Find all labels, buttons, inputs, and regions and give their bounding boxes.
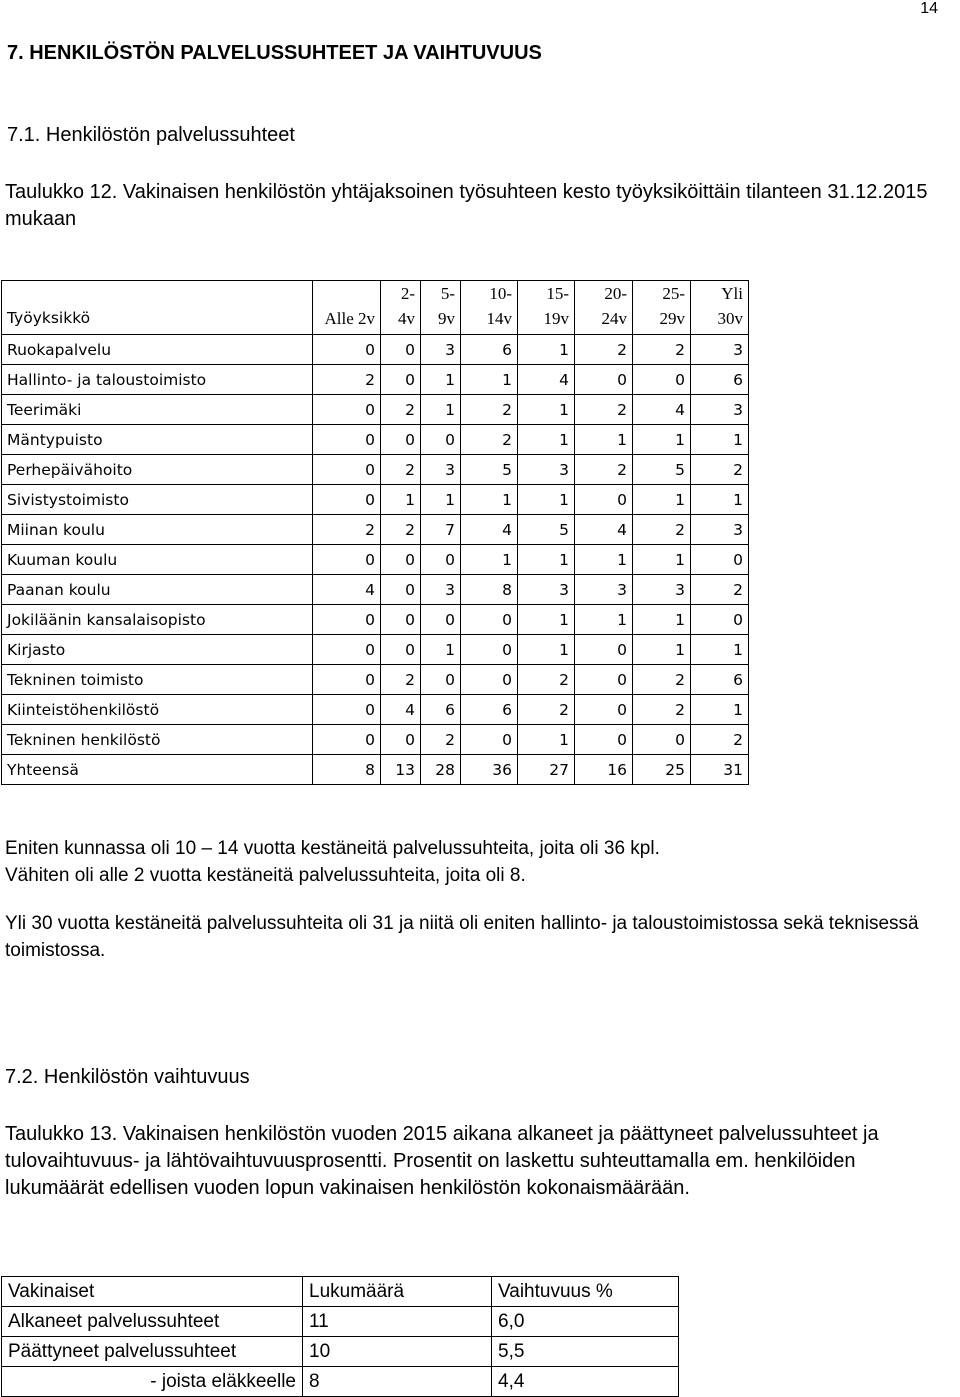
value-cell: 3 bbox=[575, 575, 633, 605]
value-cell: 1 bbox=[691, 695, 749, 725]
value-cell: 0 bbox=[421, 545, 461, 575]
value-cell: 0 bbox=[461, 665, 518, 695]
table12-row bbox=[2, 635, 749, 665]
table12-header-cell bbox=[381, 281, 421, 335]
value-cell: 4 bbox=[633, 395, 691, 425]
value-cell: 0 bbox=[381, 545, 421, 575]
value-cell: 2 bbox=[313, 365, 381, 395]
table12-header-cell bbox=[575, 281, 633, 335]
value-cell: 1 bbox=[421, 395, 461, 425]
value-cell: 2 bbox=[633, 695, 691, 725]
value-cell: 0 bbox=[381, 335, 421, 365]
value-cell: 3 bbox=[518, 575, 575, 605]
value-cell: 0 bbox=[381, 725, 421, 755]
work-unit-cell: Tekninen toimisto bbox=[2, 665, 313, 695]
table13-rate-cell: 6,0 bbox=[492, 1307, 679, 1337]
table12-header-cell bbox=[461, 281, 518, 335]
value-cell: 0 bbox=[381, 635, 421, 665]
header-line1: 20- bbox=[604, 284, 627, 303]
value-cell: 0 bbox=[575, 665, 633, 695]
table13-row bbox=[2, 1307, 679, 1337]
value-cell: 1 bbox=[575, 425, 633, 455]
value-cell: 4 bbox=[381, 695, 421, 725]
value-cell: 2 bbox=[381, 455, 421, 485]
value-cell: 1 bbox=[461, 545, 518, 575]
table13 bbox=[1, 1276, 679, 1397]
table13-label-cell: Vakinaiset bbox=[2, 1277, 303, 1307]
value-cell: 6 bbox=[691, 665, 749, 695]
work-unit-cell: Hallinto- ja taloustoimisto bbox=[2, 365, 313, 395]
value-cell: 0 bbox=[313, 545, 381, 575]
value-cell: 3 bbox=[691, 335, 749, 365]
value-cell: 0 bbox=[575, 695, 633, 725]
paragraph1-line2: Vähiten oli alle 2 vuotta kestäneitä palvelussuhteita, joita oli 8. bbox=[5, 865, 526, 886]
value-cell: 0 bbox=[421, 425, 461, 455]
work-unit-cell: Paanan koulu bbox=[2, 575, 313, 605]
section-heading-7-1: 7.1. Henkilöstön palvelussuhteet bbox=[7, 124, 295, 146]
table13-rate-cell: Vaihtuvuus % bbox=[492, 1277, 679, 1307]
table12-row bbox=[2, 665, 749, 695]
value-cell: 1 bbox=[421, 485, 461, 515]
value-cell: 5 bbox=[518, 515, 575, 545]
value-cell: 2 bbox=[691, 455, 749, 485]
paragraph-over-30: Yli 30 vuotta kestäneitä palvelussuhteita oli 31 ja niitä oli eniten hallinto- ja taloustoimistossa sekä teknisessä toimistossa. bbox=[5, 913, 919, 961]
value-cell: 3 bbox=[421, 335, 461, 365]
value-cell: 0 bbox=[575, 365, 633, 395]
value-cell: 1 bbox=[575, 545, 633, 575]
work-unit-cell: Mäntypuisto bbox=[2, 425, 313, 455]
value-cell: 0 bbox=[575, 485, 633, 515]
work-unit-cell: Perhepäivähoito bbox=[2, 455, 313, 485]
table12-row bbox=[2, 605, 749, 635]
value-cell: 6 bbox=[421, 695, 461, 725]
value-cell: 2 bbox=[461, 425, 518, 455]
value-cell: 2 bbox=[691, 725, 749, 755]
work-unit-cell: Kuuman koulu bbox=[2, 545, 313, 575]
value-cell: 6 bbox=[461, 695, 518, 725]
work-unit-cell: Ruokapalvelu bbox=[2, 335, 313, 365]
work-unit-cell: Kirjasto bbox=[2, 635, 313, 665]
value-cell: 2 bbox=[575, 335, 633, 365]
value-cell: 1 bbox=[691, 485, 749, 515]
value-cell: 3 bbox=[691, 395, 749, 425]
value-cell: 4 bbox=[518, 365, 575, 395]
value-cell: 1 bbox=[575, 605, 633, 635]
work-unit-cell: Yhteensä bbox=[2, 755, 313, 785]
header-line1: 10- bbox=[489, 284, 512, 303]
value-cell: 0 bbox=[313, 425, 381, 455]
table12-row bbox=[2, 695, 749, 725]
table12-row bbox=[2, 725, 749, 755]
value-cell: 27 bbox=[518, 755, 575, 785]
table13-label-cell: Päättyneet palvelussuhteet bbox=[2, 1337, 303, 1367]
header-line1: 5- bbox=[440, 284, 455, 303]
value-cell: 0 bbox=[381, 575, 421, 605]
header-line2: 29v bbox=[659, 309, 685, 328]
value-cell: 3 bbox=[633, 575, 691, 605]
table12-header-cell bbox=[691, 281, 749, 335]
value-cell: 1 bbox=[381, 485, 421, 515]
value-cell: 1 bbox=[518, 485, 575, 515]
value-cell: 1 bbox=[633, 545, 691, 575]
value-cell: 1 bbox=[518, 425, 575, 455]
table12-row bbox=[2, 485, 749, 515]
table13-rate-cell: 5,5 bbox=[492, 1337, 679, 1367]
table12-caption: Taulukko 12. Vakinaisen henkilöstön yhtäjaksoinen työsuhteen kesto työyksiköittäin tilanteen 31.12.2015 mukaan bbox=[5, 181, 928, 230]
value-cell: 1 bbox=[461, 365, 518, 395]
table12-header-cell bbox=[633, 281, 691, 335]
value-cell: 0 bbox=[461, 605, 518, 635]
value-cell: 2 bbox=[381, 515, 421, 545]
value-cell: 1 bbox=[518, 545, 575, 575]
value-cell: 13 bbox=[381, 755, 421, 785]
value-cell: 1 bbox=[421, 365, 461, 395]
header-line2: 4v bbox=[398, 309, 415, 328]
value-cell: 0 bbox=[313, 725, 381, 755]
table13-label-cell: Alkaneet palvelussuhteet bbox=[2, 1307, 303, 1337]
value-cell: 7 bbox=[421, 515, 461, 545]
table12-row bbox=[2, 425, 749, 455]
table12-header-cell bbox=[313, 281, 381, 335]
header-line2: 24v bbox=[601, 309, 627, 328]
header-line2: 30v bbox=[717, 309, 743, 328]
value-cell: 3 bbox=[421, 455, 461, 485]
value-cell: 4 bbox=[575, 515, 633, 545]
value-cell: 0 bbox=[461, 725, 518, 755]
work-unit-cell: Tekninen henkilöstö bbox=[2, 725, 313, 755]
value-cell: 4 bbox=[313, 575, 381, 605]
table12-row bbox=[2, 575, 749, 605]
table13-row bbox=[2, 1367, 679, 1397]
value-cell: 8 bbox=[461, 575, 518, 605]
value-cell: 0 bbox=[313, 695, 381, 725]
value-cell: 1 bbox=[691, 425, 749, 455]
value-cell: 2 bbox=[518, 695, 575, 725]
value-cell: 0 bbox=[313, 605, 381, 635]
table13-count-cell: 11 bbox=[303, 1307, 492, 1337]
value-cell: 0 bbox=[691, 545, 749, 575]
value-cell: 1 bbox=[518, 725, 575, 755]
value-cell: 25 bbox=[633, 755, 691, 785]
value-cell: 0 bbox=[313, 485, 381, 515]
value-cell: 2 bbox=[575, 395, 633, 425]
table12-header-cell bbox=[421, 281, 461, 335]
value-cell: 5 bbox=[461, 455, 518, 485]
work-unit-cell: Miinan koulu bbox=[2, 515, 313, 545]
value-cell: 2 bbox=[518, 665, 575, 695]
value-cell: 0 bbox=[381, 365, 421, 395]
value-cell: 2 bbox=[381, 395, 421, 425]
value-cell: 0 bbox=[313, 455, 381, 485]
value-cell: 1 bbox=[518, 635, 575, 665]
header-line1: 2- bbox=[400, 284, 415, 303]
value-cell: 16 bbox=[575, 755, 633, 785]
value-cell: 2 bbox=[421, 725, 461, 755]
work-unit-cell: Teerimäki bbox=[2, 395, 313, 425]
table12-row bbox=[2, 395, 749, 425]
header-line2: Alle 2v bbox=[324, 309, 375, 328]
table12-header-cell bbox=[2, 281, 313, 335]
value-cell: 0 bbox=[575, 635, 633, 665]
value-cell: 6 bbox=[461, 335, 518, 365]
value-cell: 0 bbox=[461, 635, 518, 665]
value-cell: 1 bbox=[633, 485, 691, 515]
value-cell: 28 bbox=[421, 755, 461, 785]
table13-count-cell: 8 bbox=[303, 1367, 492, 1397]
value-cell: 2 bbox=[633, 515, 691, 545]
value-cell: 0 bbox=[313, 335, 381, 365]
value-cell: 2 bbox=[575, 455, 633, 485]
header-line1: Yli bbox=[721, 284, 743, 303]
value-cell: 0 bbox=[313, 395, 381, 425]
header-line2: 14v bbox=[486, 309, 512, 328]
header-line2: 9v bbox=[438, 309, 455, 328]
value-cell: 0 bbox=[313, 635, 381, 665]
header-line1: 15- bbox=[546, 284, 569, 303]
table12-row bbox=[2, 455, 749, 485]
work-unit-cell: Kiinteistöhenkilöstö bbox=[2, 695, 313, 725]
table12-body bbox=[2, 335, 749, 785]
paragraph-most-least bbox=[5, 835, 955, 889]
table12-header-row bbox=[2, 281, 749, 335]
value-cell: 2 bbox=[633, 665, 691, 695]
value-cell: 6 bbox=[691, 365, 749, 395]
table13-count-cell: Lukumäärä bbox=[303, 1277, 492, 1307]
value-cell: 0 bbox=[691, 605, 749, 635]
chapter-heading: 7. HENKILÖSTÖN PALVELUSSUHTEET JA VAIHTUVUUS bbox=[7, 42, 542, 64]
table13-header-row bbox=[2, 1277, 679, 1307]
value-cell: 3 bbox=[691, 515, 749, 545]
header-line2: 19v bbox=[543, 309, 569, 328]
value-cell: 1 bbox=[421, 635, 461, 665]
value-cell: 2 bbox=[313, 515, 381, 545]
section-heading-7-2: 7.2. Henkilöstön vaihtuvuus bbox=[5, 1066, 250, 1088]
work-unit-cell: Jokiläänin kansalaisopisto bbox=[2, 605, 313, 635]
value-cell: 1 bbox=[518, 395, 575, 425]
value-cell: 4 bbox=[461, 515, 518, 545]
table12-row bbox=[2, 545, 749, 575]
value-cell: 0 bbox=[633, 725, 691, 755]
table13-rate-cell: 4,4 bbox=[492, 1367, 679, 1397]
value-cell: 1 bbox=[633, 605, 691, 635]
value-cell: 36 bbox=[461, 755, 518, 785]
value-cell: 31 bbox=[691, 755, 749, 785]
value-cell: 1 bbox=[518, 605, 575, 635]
table12-row bbox=[2, 365, 749, 395]
value-cell: 0 bbox=[575, 725, 633, 755]
value-cell: 2 bbox=[691, 575, 749, 605]
table13-caption: Taulukko 13. Vakinaisen henkilöstön vuoden 2015 aikana alkaneet ja päättyneet palvelussuhteet ja tulovaihtuvuus- ja lähtövaihtuvuusprosentti. Prosentit on laskettu suhteuttamalla em. henkilöiden lukumäärät edellisen vuoden lopun vakinaisen henkilöstön kokonaismäärään. bbox=[5, 1123, 879, 1199]
value-cell: 3 bbox=[421, 575, 461, 605]
table13-count-cell: 10 bbox=[303, 1337, 492, 1367]
value-cell: 0 bbox=[313, 665, 381, 695]
table13-label-cell: - joista eläkkeelle bbox=[2, 1367, 303, 1397]
value-cell: 0 bbox=[421, 605, 461, 635]
value-cell: 0 bbox=[421, 665, 461, 695]
value-cell: 0 bbox=[381, 605, 421, 635]
value-cell: 0 bbox=[633, 365, 691, 395]
paragraph1-line1: Eniten kunnassa oli 10 – 14 vuotta kestäneitä palvelussuhteita, joita oli 36 kpl. bbox=[5, 838, 660, 859]
table12-row bbox=[2, 515, 749, 545]
value-cell: 1 bbox=[691, 635, 749, 665]
value-cell: 1 bbox=[633, 425, 691, 455]
value-cell: 1 bbox=[633, 635, 691, 665]
table12-total-row bbox=[2, 755, 749, 785]
value-cell: 2 bbox=[461, 395, 518, 425]
work-unit-cell: Sivistystoimisto bbox=[2, 485, 313, 515]
value-cell: 3 bbox=[518, 455, 575, 485]
table12-row bbox=[2, 335, 749, 365]
table12 bbox=[1, 280, 749, 785]
value-cell: 1 bbox=[461, 485, 518, 515]
header-line1: 25- bbox=[662, 284, 685, 303]
value-cell: 5 bbox=[633, 455, 691, 485]
value-cell: 8 bbox=[313, 755, 381, 785]
table13-row bbox=[2, 1337, 679, 1367]
page-number: 14 bbox=[920, 0, 938, 17]
value-cell: 2 bbox=[381, 665, 421, 695]
table12-header-cell bbox=[518, 281, 575, 335]
value-cell: 1 bbox=[518, 335, 575, 365]
value-cell: 2 bbox=[633, 335, 691, 365]
value-cell: 0 bbox=[381, 425, 421, 455]
header-line2: Työyksikkö bbox=[7, 309, 91, 327]
